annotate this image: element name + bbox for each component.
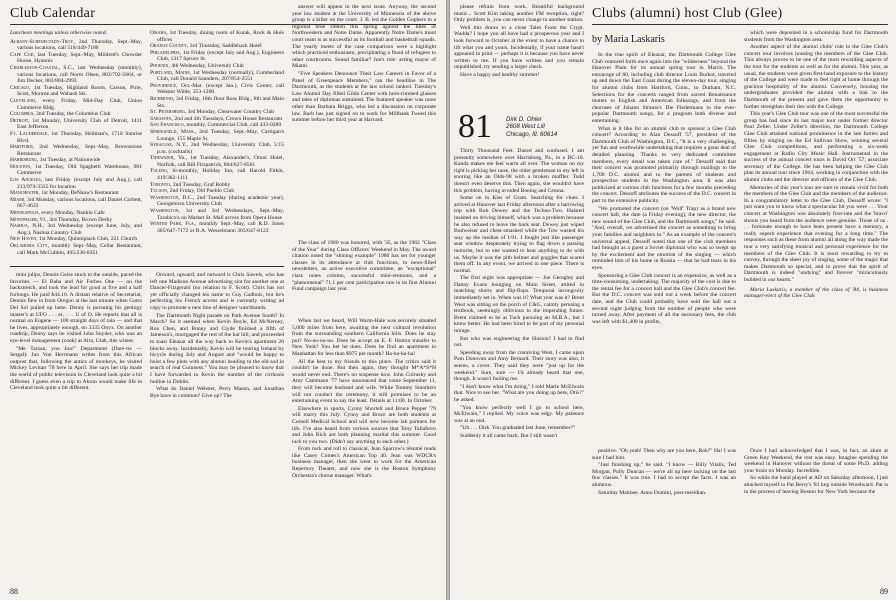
notes-paragraph: Once I had acknowledged that I was, in fact, an alum at Green Key Weekend, the rest was easy. Imagine spending the weekend in Hanover without the threat of some Ph.D. adding your brain on Monday. Incredible. [744,448,888,474]
club-details: , 1st Monday, DeNauw's Restaurant [38,190,119,197]
notes-column-3 [292,318,436,582]
club-details: , 2nd Thursday, Sept.-May, various locations, call 518/449-7188 [17,38,142,52]
club-city: Washington, D.C. [150,194,193,201]
notes-paragraph: Elsewhere in sports, Cynny Shortell and Bruce Pepper '79 will marry this July. Cynny and Bruce are both students at Cornell Medical School and will now become lab partners for life. I've also heard from various sources that Tony Taliaferro and John Rich are both planning marital this summer. Good luck to you two. (Didn't say anything to each other.) [292,405,436,445]
notes-paragraph: From rock and roll to classical, Jean Sparrow's résumé reads like Casey Comes's American Top 40. Jean was WDCR's business manager, then she went to work for the American Repertory Theater, and now she is the Boston Symphony Orchestra's chorus manager. What's [292,446,436,479]
notes-paragraph: "I don't know what I'm doing," I told Marie McElwain that. Nice to see her. "What are you doing up here, Otis?" he asked. [454,383,584,403]
club-details: , 1st Monday, Quinnipiack Club, 221 Church [36,236,138,243]
club-city: Miami [10,196,25,203]
club-city: Hartford [10,144,33,151]
address-line: Chicago, Ill. 60614 [506,130,558,138]
notes-paragraph: "You know perfectly well I go to school here, McElwain," I replied. My voice was edgy. My patience was at an end. [454,404,584,424]
club-listing [10,131,142,144]
club-listing [150,83,284,96]
club-details: , 2nd Friday, Old Pueblo Club [166,188,235,195]
right-page [450,0,896,600]
club-listing [10,190,142,197]
article-paragraph: This year's Glee Club tour was one of the most successful the group has had since its last major tour under former director Paul Zeller. Under Zeller's direction, the Dartmouth College Glee Club attained national prominence in the late forties and fifties by singing on the Ed Sullivan Show, winning several Glee Club competitions, and performing a six-week engagement at Radio City Music Hall. Instrumental in the success of the annual concert tours is David Orr '57, associate secretary of the College. He has been helping the Glee Club plan its annual tour since 1964, working in conjunction with the alumni clubs and the director and officers of the Glee Club. [744,111,888,184]
calendar-column-1 [10,30,142,258]
notes-paragraph: When last we heard, Will Warm-Hale was securely situated 5,000 miles from here, awaiting the next cultural revolution from the surrounding southern California hills. Does he stay put? No-no-no-no. Does he accept an E. F. Hutton transfer to New York? You bet he does. Does he find an apartment in Manhattan for less than $975 per month? Ha-ha-ha-ha! [292,318,436,357]
club-details: , 1st and 3rd Wednesdays, Sept.-May, Tarabico's on Market St. Mall across from Opera House [157,208,284,221]
club-city: Detroit [10,117,29,124]
article-paragraph: What is it like for an alumni club to sponsor a Glee Club concert? According to Alan Dessoff '57, president of the Dartmouth Club of Washington, D.C., "It is a very challenging, yet fun and worthwhile undertaking that requires a great deal of detailed planning. Thanks to very dedicated committee members, every detail was taken care of." Dessoff said that their concert was promoted primarily through mailings to the 1,700 D.C. alumni and to the parents of students and prospective students in the Washington area. It was also publicized at various club functions for a few months preceding the concert. Dessoff attributes the success of the D.C. concert in part to the extensive publicity. [592,125,736,205]
notes-paragraph: "Five Speakers Denounce Their Law Careers in Favor of a Panel of Greenpeace Members," ran the headline in The Dartmouth, as the students at the law school ranked. Tuesday's Law Alumni Day filled Gilda Center with horn-rimmed glasses and tales of diplomas sustained. The featured speaker was none other than Barbara Briggs, who led a discussion on corporate law. Barb has just signed on to work for Millbank Tweed this summer before her third year at Harvard. [292,70,436,124]
club-listing [150,122,284,129]
club-city: Los Angeles [10,177,41,184]
address-line: 2608 West Lill [506,123,545,131]
club-city: Nashua [10,223,28,230]
club-city: Cape Cod [10,51,34,58]
glee-article-column-1 [592,52,736,442]
club-details: , Oct.-Mar. (except Jan.), Civic Center, call Webster Wilde, 353-1200 [157,82,284,96]
club-city: Ft. Lauderdale [10,130,48,137]
club-listing [10,98,142,111]
notes-paragraph: positive. "Oh yeah! Then why are you here, Rob?" Ha! I was sure I had him. [592,448,736,461]
club-details: , 1st Wednesday (normally), Cumberland Club, call Donald Saunders, 207/854-2551 [157,69,284,83]
club-details: , every Friday, Mid-Day Club, Union Commerce Bldg. [17,97,142,111]
club-listing [10,65,142,85]
article-paragraph: Memories of this year's tour are sure to remain vivid for both the members of the Glee Club and the members of the audience. In a congratulatory letter to the Glee Club, Dessoff wrote: "I just want you to know what a spectacular hit you were . . . Your concert at Washington was absolutely first-rate and the 'bravo' shouts you heard from the audience were genuine. Those of us . . . fortunate enough to have been present have a memory, a really superb experience that evening for a long time." The responses such as these from alumni all along the way made the tour a very satisfying musical and personal experience for the members of the Glee Club. It is most rewarding to try to convey, through the sheer joy of singing, some of the magic that makes Dartmouth so special, and to prove that the spirit of Dartmouth is indeed "undying" and forever "miraculously builded in our hearts." [744,184,888,283]
club-details: , every Monday, Nankin Cafe [38,210,105,217]
club-details: , 1st Tuesday, dining room of Kutak, Rock & Huie offices [157,30,284,43]
header-rule-right [592,24,888,25]
club-city: Winter Park, Fla. [150,221,196,228]
club-details: , 1st Thursday, Heilman's, 1710 Sunrise Blvd. [17,130,142,144]
club-city: Albany-Schenectady-Troy [10,38,74,45]
club-listing [10,118,142,131]
club-city: Portland, Maine [150,69,190,76]
club-city: Sarasota [150,115,172,122]
club-city: Harrisburg [10,157,37,164]
club-listing [150,208,284,221]
page-header-glee-club: Clubs (alumni) host Club (Glee) [592,6,783,21]
club-city: Omaha [150,30,167,36]
club-listing [150,70,284,83]
notes-column-2 [150,272,284,582]
club-details: , last Tuesday, Sept.-May, Mildred's Chowder House, Hyannis [17,51,142,65]
club-city: St. Petersburg [150,109,185,116]
club-details: , N.Y., 2nd Wednesday, University Club, 5:15 p.m. (cocktails) [157,142,284,155]
club-details: , 2nd Tuesday, Graf Bobby [170,181,231,188]
club-city: Minneapolis [10,210,39,217]
club-details: , Va., 1st Tuesday, Alexander's, Omni Hotel, Norfolk, call Bill Fitzpatrick, 804/627-8561 [157,155,284,168]
club-listing [150,116,284,123]
notes-paragraph: Saturday Matinee. Anno Domini, post-meridian. [598,489,707,496]
club-city: Columbus [10,111,34,118]
club-listing [10,164,142,177]
club-details: , 1st Friday (except July and Aug.), Engineers Club, 1317 Spruce St. [157,49,284,63]
club-details: , 4th Wednesday, University Club [168,62,244,69]
notes-paragraph: "Uh . . . Dirk. You graduated last June, remember?" [460,425,576,432]
class-notes-column-1 [454,148,584,584]
club-details: , monthly Sept.-May, Cellar Restaurant, call Mark McCubbin, 405/236-8351 [17,243,142,256]
club-listing [10,157,142,164]
club-city: Chicago [10,84,30,91]
club-listing [150,129,284,142]
notes-column-3-top [292,4,436,214]
club-details: , 2nd Tuesday, Sept.-May, Carrigan's Lounge, 155 Maple St. [157,128,284,142]
club-city: Manchester [10,190,39,197]
calendar-bottom-rule [10,266,284,267]
author-caption: Maria Laskaris, a member of the class of '84, is business manager-elect of the Glee Club. [744,286,888,300]
club-listing [150,168,284,181]
address-line: Dirk D. Ohler [506,116,542,123]
club-city: Philadelphia [150,49,180,56]
club-city: Toledo [150,168,167,175]
club-details: , 3rd Monday, various locations, call Daniel Corbett, 667-4633 [17,196,142,210]
club-city: Houston [10,163,31,170]
club-city: Oklahoma City [10,243,48,249]
notes-paragraph: So while the band played at AD on Saturday afternoon, I just attached myself to Pat Berry's '81 keg outside Woodward. Pat is in the process of leaving Boston for New York because the [744,475,888,495]
notes-paragraph: Thirty Thousand Feet. Dazed and confused. I am presently somewhere over Harrisburg, Pa., in a DC-10. Kanda makes me feel warm all over. The woman on my right is picking her nose, the older gentleman to my left is snoring like an Olds-98 with a broken muffler. Todd doesn't even deserve this. Then again, she wouldn't have this problem, having avoided Boeing and Cessna. [454,148,584,194]
notes-paragraph: mint julips, Dennis Geise stuck to the outside, paced the favorites — El Baba and Air Forbes One — on the backstretch, and took the lead for good at five and a half furlongs. He paid $44.10. A distant relative of Secretariat, Dennis flew in from Oregon at the last minute when Gatro Del Sol pulled up lame. Denny is pursuing his geology master's at UFO . . . er, . . . U of O. He reports that all is normal on Eugene — 100 straight days of rain — and that he lives, appropriately enough, on 3335 Onyx. On another roadtrip, Denny says he visited John Snyder, who was an eye-level management (cook) at Alra, Utah, this winter. [10,272,142,344]
club-city: Charleston-Coastal [10,64,59,71]
club-details: , 3rd Friday, 18th floor Ross Bldg., 8th and Main Sts. [157,95,284,109]
club-listing [10,177,142,190]
notes-paragraph: Speeding away from the conniving West, I came upon Pam Donovan and Amy Bernard. Their story was also, it seems, a cover. They said they were "just up for the weekend." Sure, sure — I'd already heard that one, though. It wasn't fooling me. [454,349,584,383]
article-paragraph: Another aspect of the alumni clubs' role in the Glee Club's concert tour involves housing the members of the Glee Club. This always proves to be one of the most rewarding aspects of the tour for the students as well as for the alumni. This year, as usual, the students were given first-hand exposure to the history of the College and were made to feel right at home through the gracious hospitality of the alumni. Conversely, housing the undergraduates provided the alumni with a link to the Dartmouth of the present and gave them the opportunity to further strengthen their ties with the College. [744,44,888,110]
page-number-left: 88 [10,587,18,596]
club-details: , 2nd Wednesday, Sept.-May, Brownstone Restaurant [17,144,142,157]
club-city: New Haven [10,236,37,243]
club-details: , 2nd Tuesday, the Columbus Club [33,111,111,118]
page-header-club-calendar: Club Calendar [10,6,96,21]
club-city: Cleveland [10,97,36,104]
club-city: Syracuse [150,142,172,149]
club-listing [150,30,284,43]
club-city: Phoenix [150,62,169,69]
club-city: Orange County [150,43,187,50]
class-notes-column-4 [744,448,888,584]
class-secretary-address [506,116,557,138]
club-listing [10,85,142,98]
notes-paragraph: answer will appear in the next issue. Anyway, the second year law student at the University of Minnesota of the above group is a killer on the court. J. B. led the Golden Gophers to a regional blue ribbon this spring against the likes of Northwestern and Notre Dame. Apparently Notre Dame's moot court team is as successful as its football and basketball squads. The yearly meets of the case comparison were a highlight which practiced enthusiasm, precipitating a flood of refugees to other courtrooms. Sound familiar? Jon's role: acting mayor of Miami. [292,4,436,70]
club-listing [10,210,142,217]
notes-paragraph: The class of 1980 was honored, with '35, as the 1982 "Class of the Year" during Class Officers' Weekend in May. The award citation noted the "shining example" 1980 has set for younger classes in its attendance at club functions, in news-filled newsletters, an active executive committee, an "exceptional" class notes column, successful mini-reunions, and a "phenomenal" 71.1 per cent participation rate in its first Alumni Fund campaign last year. [292,240,436,293]
club-listing [10,144,142,157]
club-details: , Vt., 3rd Thursday, Brown Derby [36,216,113,223]
page-number-right: 89 [880,587,888,596]
club-details: , 1st Tuesday, Old Spaghetti Warehouse, 901 Commerce [17,163,142,177]
club-details: , 2nd Tuesday (during academic year), Georgetown University Club [157,194,284,208]
club-listing [150,221,284,234]
club-listing [10,52,142,65]
article-byline: by Maria Laskaris [592,34,665,45]
club-listing [150,142,284,155]
club-listing [150,195,284,208]
club-details: , bi-monthly, Holiday Inn, call Harold Fitkin, 419/382-1111 [157,168,284,182]
notes-paragraph: What do Daniel Webster, Perry Mason, and Jonathan Bye have in common? Give up? The [150,386,284,399]
club-city: Tucson [150,188,167,195]
club-listing [10,111,142,118]
club-details: , N.H., 3rd Wednesday (except June, July, and Aug.), Nashua Country Club [17,223,142,236]
notes-paragraph: Onward, upward, and outward is Chris Sawels, who has left one Madison Avenue advertising slot for another one at Dancer-Fitzgerald (no relation to F. Scott). Chris has not yet officially changed his name to Guy Gadbois, but he's perfecting his French accent and is currently writing ad copy to promote a new line of designer watchbands. [150,272,284,311]
club-details: , 2nd and 4th Tuesdays, Crown House Restaurant [171,115,283,122]
club-city: Richmond [150,95,173,102]
club-city: Tidewater [150,155,174,162]
article-paragraph: Sponsoring a Glee Club concert is an expensive, as well as a time-consuming, undertaking. The majority of the cost is due to the rental fee for a concert hall and the Glee Club's concert fee. But the D.C. concert was sold out a week before the concert date, and the Club could probably have sold the hall out a second night judging from the number of people who were turned away. After payment of all the necessary fees, the club was left with $1,400 in profits, [592,272,736,325]
club-city: San Francisco [150,122,184,129]
club-listing [150,182,284,189]
class-year-81: 81 [458,108,492,145]
notes-paragraph: The first night was appropriate — Joe Geraghty and Danny Evans lounging on Main Street, attired in matching shorts and flip-flops. Temporal incongruity immediately set in. When was it? What year was it? Brent West was sitting on the porch of C&G, calmly perusing a textbook, seemingly oblivious to the impending future. Brent claimed to be at Tuck pursuing an M.B.A., but I knew better. He had been hired to be part of my personal mirage. [454,275,584,335]
article-paragraph: In the true spirit of Eleazar, the Dartmouth College Glee Club ventured forth once again into the "wilderness" beyond the Hanover Plain for its annual spring tour in March. The entourage of 60, including club director Louis Burkot, traveled up and down the East Coast during the eleven-day tour, singing for alumni clubs from Hartford, Conn., to Durham, N.C. Selections for the concerts ranged from sacred Renaissance motets to English and American folksongs, and from the choruses of Johann Strauss's Die Fledermaus to the ever-popular Dartmouth songs, for a program both diverse and entertaining. [592,52,736,124]
notes-column-1 [10,272,142,582]
club-listing [150,96,284,109]
club-listing [150,188,284,195]
club-details: , 1st Tuesday, Highland Room, Carson, Pirie, Scott, Monroe and Wabash Sts. [17,84,142,98]
club-listing [10,39,142,52]
club-details: , monthly Sept.-May, call R.D. Jones 305/647-7172 or R.A. Wesselmann 305/647-6122 [157,221,284,234]
club-city: Washington [150,208,179,215]
club-city: Montpelier [10,216,37,223]
club-city: Springfield, Mass. [150,128,195,135]
club-listing [10,197,142,210]
article-paragraph: which were deposited in a scholarship fund for Dartmouth students from the Washington area. [744,30,888,43]
club-details: , monthly, Commercial Club, call 433-0280 [183,122,282,129]
notes-paragraph: "Just finishing up," he said. "I know — Billy Vitalis, Ted Morgan, Polly Duncan — we're all up here tacking on the last few classes." It was true. I had to accept the facts. I was an alumnus. [592,462,736,488]
notes-paragraph: please refrain from work. Beautiful background music... Scott Kim taking another FM reception, right? Only problem is, you can never change to another station. [454,4,584,24]
club-details: , 1st Monday, University Club of Detroit, 1411 East Jefferson [17,117,142,131]
club-city: Toronto [150,181,171,188]
calendar-intro: Luncheon meetings unless otherwise noted. [10,30,108,36]
club-listing [10,223,142,236]
club-details: , last Friday (except July and Aug.), call 213/974-3335 for location [17,177,142,190]
club-listing [150,109,284,116]
notes-paragraph: Some on in Kiss of Gram. Searching for clues. I arrived at Hanover last Friday afternoon after a harrowing trip with Bob Dewey and the Techno-Two. Halsted insisted on driving himself, which was a problem because he also refused to leave the back seat. Dewey just wiped Budweiser and chest-smashed while the Tow wasted his way up the median of I-91. I fought just like passenger seat window desperately trying to flag down a passing motorist, but to one wanted to hear anything to do with us. Maybe it was the pith helmet and goggles that scared them off. In any event, we arrived in one piece. There is normal. [454,195,584,274]
notes-paragraph: "Me Tarzan, you Jon!" Department (Dare-tie — Sergal): Jon Von Herrmann writes from this African outpost that, following the antics of monkeys, he visited Mickey Levitan '78 here in April. She says her trip made the world of public television in Cleveland look quite a bit different. I guess even a trip to Akron would make life in Cleveland look quite a bit different. [10,345,142,392]
notes-paragraph: But who was engineering the illusion? I had to find out. [454,335,584,349]
club-listing [150,63,284,70]
glee-article-column-2 [744,30,888,426]
left-page [0,0,446,600]
notes-paragraph: All the best to my friends to this place. The critics said it couldn't be done. But then again, they thought M*A*S*H would never end. There's no suspense now. John Colrusky and Amy Cammann '77 have announced that come September 11, they will become husband and wife. While Tommy Smothers will not conduct the ceremony, it still promises to be an entertaining event to say the least. Details at 11:00. In October. [292,358,436,405]
article-paragraph: "We promoted the concert (on 'Wolf' Trap) as a brand new concert hall, the date (a Friday evening), the new director, the new sound of the Glee Club, and the Dartmouth songs," he said. "And, overall, we advertised the concert as something to bring your families and neighbors to." As an example of the concert's universal appeal, Dessoff noted that one of the club members had brought as a guest a Soviet diplomat who was so swept up by the excitement and the emotion of the singing — which reminded him of his home in Russia — that he had tears in his eyes. [592,205,736,271]
club-details: , 3rd Monday, Clearwater Country Club [184,109,275,116]
club-listing [150,50,284,63]
club-details: , 3rd Thursday, Saddleback Hotel [186,43,262,50]
club-listing [150,43,284,50]
class-award-paragraph [292,240,436,310]
club-listing [10,243,142,256]
club-listing [150,155,284,168]
class-notes-top [454,4,584,84]
club-city: Providence [150,82,177,89]
club-listing [10,236,142,243]
notes-paragraph: Have a happy and healthy summer! [460,71,540,78]
notes-paragraph: Well this draws to a close Tales From the Crypt. Wadda? I hope you all have had a prosperous year and I look forward to October at the event to have a chance to lift what you and yours. Incidentally, if your name hasn't appeared in print — perhaps it is because you have never written to me. If you have written and you remain unpublished, try sending a larger check. [454,24,584,71]
class-notes-column-2 [592,448,736,584]
calendar-column-2 [150,30,284,258]
club-details: , S.C., last Wednesday (monthly), various locations, call Norm Olsen, 803/792-5664, or Jim Decker, 803/884-2993 [17,64,142,85]
club-details: , 1st Tuesday, at Nationwide [36,157,101,164]
notes-paragraph: Suddenly it all came back. But I still wasn't [460,432,558,439]
notes-paragraph: The Dartmouth Night parade on Park Avenue South? In March? So it seemed when Kevin Boyle, Ed McNerney, Ron Chen, and Bonny and Clyde finished a fifth of Jameson's, mortgaged the rest of the bar bill, and proceeded to toast Eleazar all the way back to Kevin's apartment 20 blocks away. Incidentally, Kevin will be touring Ireland by bicycle during July and August and "would be happy to hoist a few pints with any alumni heading to the old sod in search of real Guinness." You may be pleased to know that I have forwarded to Kevin the number of the cirrhosis hotline in Dublin. [150,312,284,385]
